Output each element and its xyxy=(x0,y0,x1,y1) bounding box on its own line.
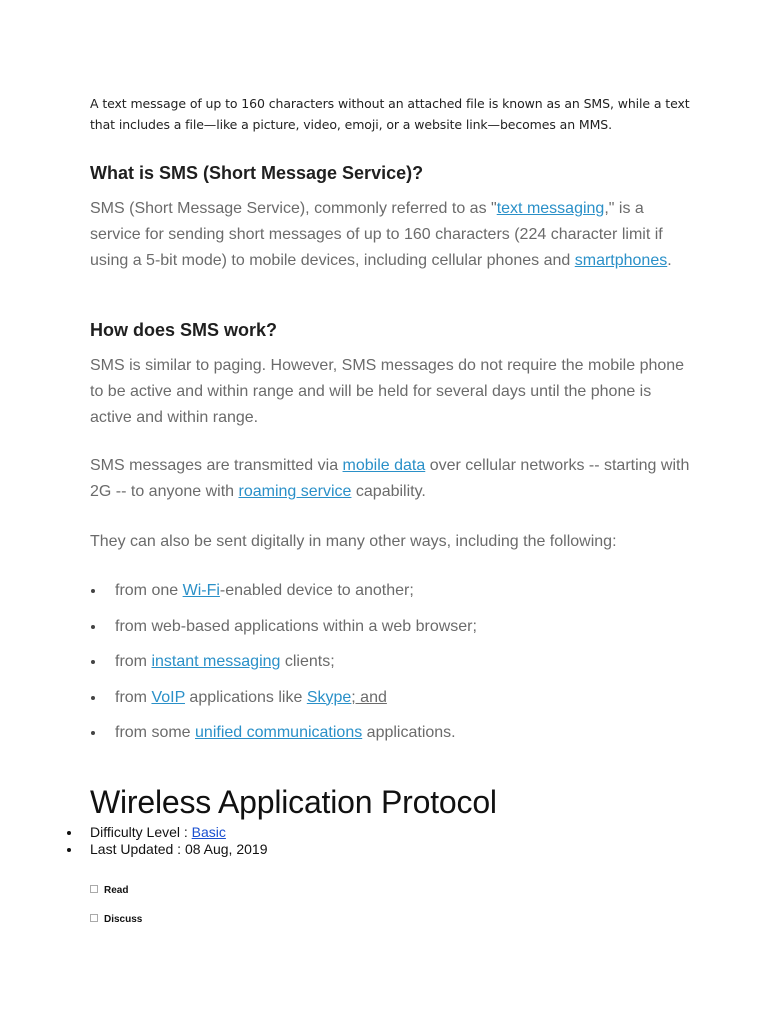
discuss-label: Discuss xyxy=(104,914,143,925)
transmission-text-a: SMS messages are transmitted via xyxy=(90,457,343,474)
bullet-icon xyxy=(67,831,71,835)
mobile-data-link[interactable]: mobile data xyxy=(342,457,426,474)
sms-def-text-b: ," is a service for sending short messages of up to 160 characters (224 character limit if using a 5-bit mode) to mobile devices, including cellular phones and xyxy=(90,200,663,269)
difficulty-basic-link[interactable]: Basic xyxy=(191,824,226,840)
delivery-methods-list xyxy=(90,578,690,756)
list-item xyxy=(90,720,690,756)
bullet-text-post: applications. xyxy=(362,724,456,741)
smartphones-link[interactable]: smartphones xyxy=(574,252,668,269)
discuss-button[interactable] xyxy=(90,914,142,926)
unified-communications-link[interactable]: unified communications xyxy=(195,724,363,741)
updated-item xyxy=(66,841,267,858)
sms-def-text-a: SMS (Short Message Service), commonly referred to as " xyxy=(90,200,497,217)
paging-paragraph: SMS is similar to paging. However, SMS messages do not require the mobile phone to be active and within range and will be held for several days until the phone is active and within range. xyxy=(90,357,685,426)
bullet-text-mid: applications like xyxy=(184,688,307,706)
wifi-link[interactable]: Wi-Fi xyxy=(182,582,220,599)
skype-link[interactable]: Skype xyxy=(306,688,352,706)
sms-def-text-c: . xyxy=(667,252,672,269)
bullet-text-pre: from some xyxy=(115,724,196,741)
wap-title: Wireless Application Protocol xyxy=(90,784,497,820)
difficulty-item xyxy=(66,824,267,841)
bullet-text-post: clients; xyxy=(280,653,335,670)
read-label: Read xyxy=(104,885,129,896)
bullet-icon xyxy=(91,625,95,629)
list-item xyxy=(90,614,690,650)
updated-date: 08 Aug, 2019 xyxy=(184,841,268,857)
transmission-text-c: capability. xyxy=(351,483,426,500)
bullet-text-pre: from web-based applications within a web browser; xyxy=(115,617,477,635)
other-ways-paragraph: They can also be sent digitally in many other ways, including the following: xyxy=(90,533,617,550)
how-sms-works-heading: How does SMS work? xyxy=(90,320,278,340)
sms-heading: What is SMS (Short Message Service)? xyxy=(90,163,424,183)
discuss-icon xyxy=(90,914,98,922)
voip-link[interactable]: VoIP xyxy=(151,688,185,706)
bullet-text-pre: from xyxy=(115,688,152,706)
article-meta-list xyxy=(66,824,267,858)
bullet-icon xyxy=(91,660,95,664)
bullet-icon xyxy=(91,696,95,700)
difficulty-label: Difficulty Level : xyxy=(90,824,192,840)
text-messaging-link[interactable]: text messaging xyxy=(496,200,605,217)
read-button[interactable] xyxy=(90,885,128,897)
and-link[interactable]: ; and xyxy=(351,688,387,706)
list-item xyxy=(90,578,690,614)
read-icon xyxy=(90,885,98,893)
transmission-text-b: over cellular networks -- starting with 2G -- to anyone with xyxy=(90,457,690,500)
bullet-text-post: -enabled device to another; xyxy=(219,582,414,599)
roaming-service-link[interactable]: roaming service xyxy=(238,483,352,500)
list-item xyxy=(90,649,690,685)
bullet-text-pre: from xyxy=(115,653,152,670)
sms-definition-paragraph xyxy=(90,196,690,274)
bullet-icon xyxy=(67,848,71,852)
updated-label: Last Updated : xyxy=(90,841,185,857)
bullet-text-pre: from one xyxy=(115,582,183,599)
bullet-icon xyxy=(91,731,95,735)
list-item xyxy=(90,685,690,721)
instant-messaging-link[interactable]: instant messaging xyxy=(151,653,281,670)
bullet-icon xyxy=(91,589,95,593)
transmission-paragraph xyxy=(90,453,690,505)
intro-paragraph: A text message of up to 160 characters without an attached file is known as an SMS, while a text that includes a file—like a picture, video, emoji, or a website link—becomes an MMS. xyxy=(90,96,690,132)
